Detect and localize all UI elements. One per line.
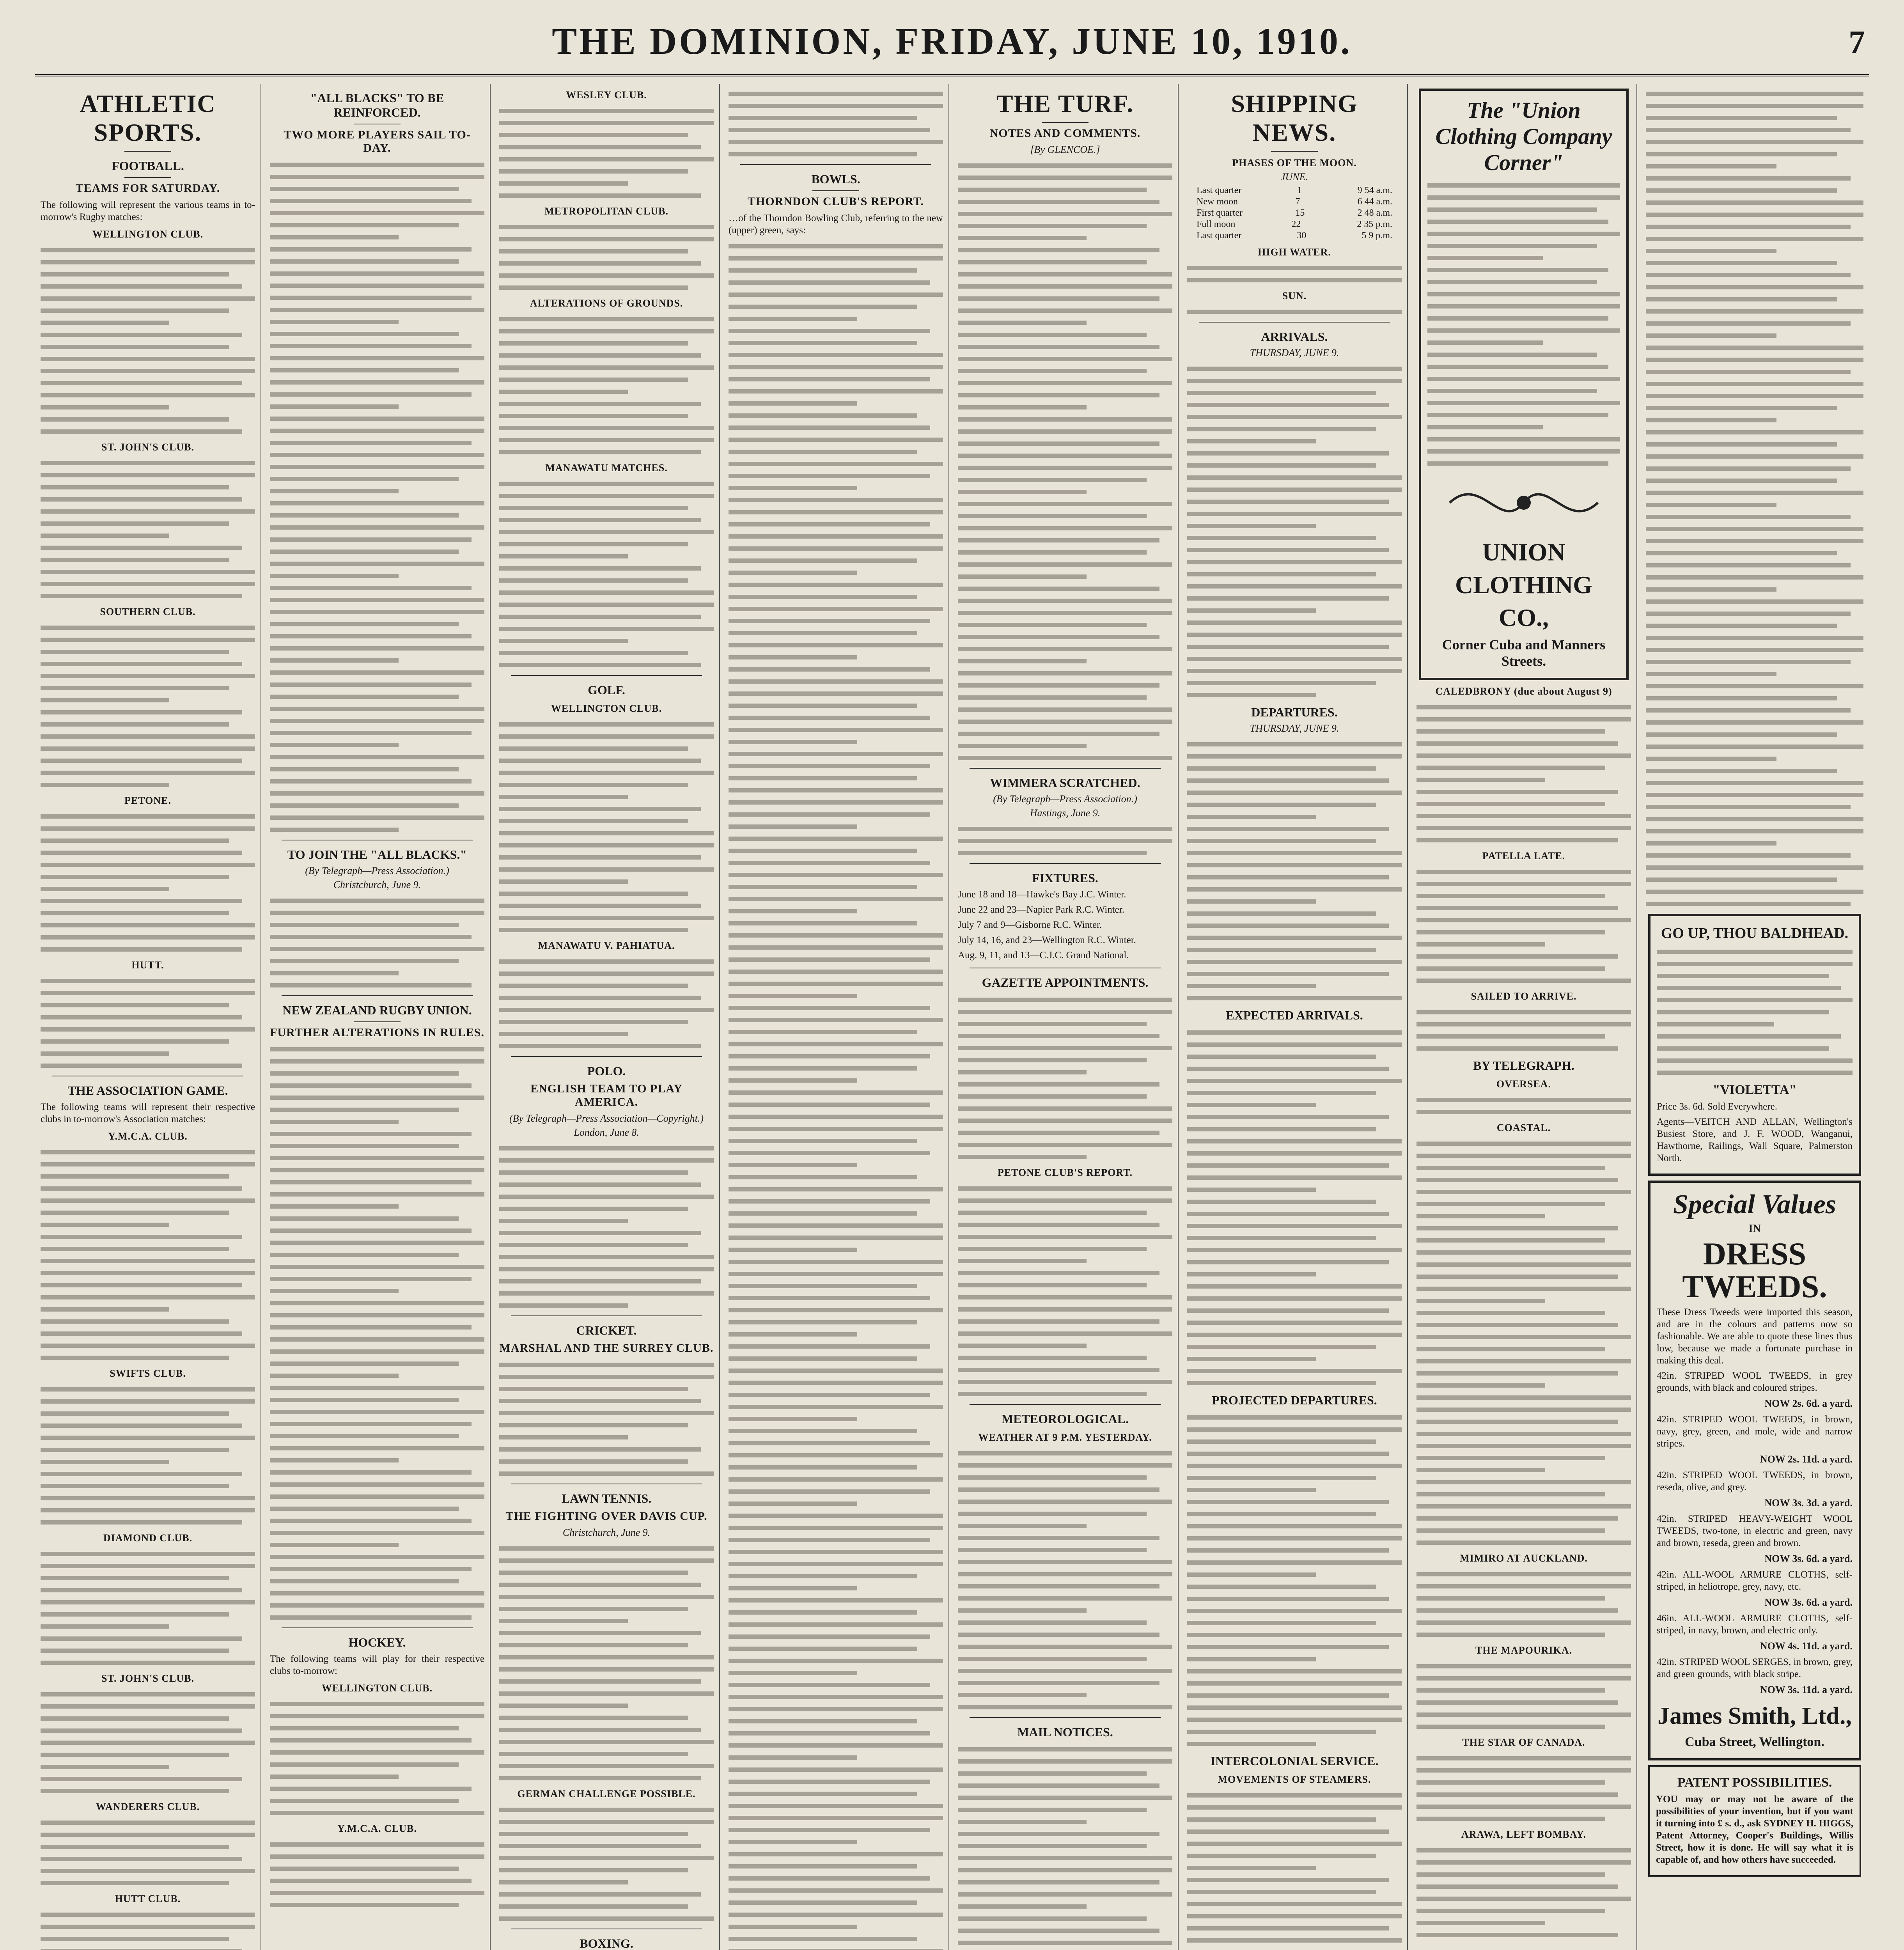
german-challenge-heading: GERMAN CHALLENGE POSSIBLE. xyxy=(517,1788,696,1799)
tweed-item: 42in. STRIPED WOOL TWEEDS, in brown, reseda, olive, and grey. xyxy=(1657,1470,1853,1493)
james-smith-address: Cuba Street, Wellington. xyxy=(1685,1735,1824,1749)
section-title: ATHLETIC SPORTS. xyxy=(80,90,216,146)
coastal-heading: COASTAL. xyxy=(1496,1122,1551,1133)
teams-intro: The following will represent the various teams in to-morrow's Rugby matches: xyxy=(41,200,255,222)
polo-place: London, June 8. xyxy=(574,1127,639,1138)
article-text xyxy=(1416,1142,1631,1545)
article-text xyxy=(958,998,1172,1159)
star-of-canada-heading: THE STAR OF CANADA. xyxy=(1462,1737,1585,1748)
tweed-price: NOW 3s. 6d. a yard. xyxy=(1764,1597,1853,1608)
article-text xyxy=(41,248,255,434)
hockey-intro: The following teams will play for their respective clubs to-morrow: xyxy=(270,1654,484,1676)
article-text xyxy=(958,827,1172,855)
rugby-union-heading: NEW ZEALAND RUGBY UNION. xyxy=(282,1003,472,1017)
article-text xyxy=(729,92,943,156)
article-text xyxy=(1416,705,1631,842)
meteorological-heading: METEOROLOGICAL. xyxy=(1001,1412,1129,1426)
mimiro-heading: MIMIRO AT AUCKLAND. xyxy=(1460,1553,1588,1564)
calendar-heading: CALEDBRONY (due about August 9) xyxy=(1435,686,1612,697)
column-union-clothing xyxy=(1411,84,1637,1950)
divider xyxy=(970,1404,1161,1405)
baldhead-ad xyxy=(1648,914,1861,1176)
article-text xyxy=(1416,1010,1631,1051)
article-text xyxy=(729,244,943,1950)
article-text xyxy=(958,1747,1172,1950)
fixture-item: June 18 and 18—Hawke's Bay J.C. Winter. xyxy=(958,889,1126,900)
moon-row: Last quarter 30 5 9 p.m. xyxy=(1197,230,1392,241)
club-heading: WANDERERS CLUB. xyxy=(96,1801,200,1812)
union-clothing-address: Corner Cuba and Manners Streets. xyxy=(1442,637,1606,669)
club-heading: METROPOLITAN CLUB. xyxy=(544,206,668,217)
article-text xyxy=(499,1363,714,1476)
all-blacks-heading: "ALL BLACKS" TO BE REINFORCED. xyxy=(310,91,444,119)
article-text xyxy=(499,722,714,932)
mail-heading: MAIL NOTICES. xyxy=(1017,1725,1113,1739)
divider xyxy=(740,164,931,165)
patent-text: YOU may or may not be aware of the possibilities of your invention, but if you want it turning into £ s. d., ask SYDNEY H. HIGGS, Patent Attorney, Cooper's Buildings, Willis Street, how it is done. He will say what it is capable of, and how others have succeeded. xyxy=(1656,1794,1853,1865)
divider xyxy=(1271,151,1318,152)
dress-tweeds-ad xyxy=(1648,1181,1861,1760)
divider xyxy=(511,1056,702,1057)
club-heading: SOUTHERN CLUB. xyxy=(100,606,196,617)
tweed-item: 42in. ALL-WOOL ARMURE CLOTHS, self-striped, in heliotrope, grey, navy, etc. xyxy=(1657,1569,1853,1592)
violetta-price: Price 3s. 6d. Sold Everywhere. xyxy=(1657,1101,1777,1112)
divider xyxy=(812,190,859,191)
article-text xyxy=(499,317,714,454)
page-number: 7 xyxy=(1849,24,1865,60)
club-heading: WELLINGTON CLUB. xyxy=(321,1682,433,1694)
column-athletic xyxy=(35,84,261,1950)
baldhead-heading: GO UP, THOU BALDHEAD. xyxy=(1661,925,1849,941)
join-sub: (By Telegraph—Press Association.) xyxy=(305,865,449,876)
hockey-heading: HOCKEY. xyxy=(348,1635,406,1649)
article-text xyxy=(1187,1030,1402,1385)
high-water-heading: HIGH WATER. xyxy=(1258,246,1331,258)
club-heading: DIAMOND CLUB. xyxy=(103,1532,193,1544)
teams-heading: TEAMS FOR SATURDAY. xyxy=(75,182,220,195)
article-text xyxy=(499,225,714,290)
wimmera-sub: (By Telegraph—Press Association.) xyxy=(993,793,1137,805)
masthead xyxy=(35,16,1869,76)
article-text xyxy=(499,482,714,667)
dress-tweeds-heading: DRESS TWEEDS. xyxy=(1682,1236,1827,1304)
moon-phases-heading: PHASES OF THE MOON. xyxy=(1232,157,1357,168)
tweed-item: 42in. STRIPED WOOL TWEEDS, in brown, navy, grey, green, and mole, wide and narrow stripes. xyxy=(1657,1414,1853,1449)
football-heading: FOOTBALL. xyxy=(112,159,184,173)
tweed-price: NOW 4s. 11d. a yard. xyxy=(1760,1640,1853,1652)
turf-sub: NOTES AND COMMENTS. xyxy=(989,127,1141,140)
ad-text xyxy=(1657,950,1853,1075)
article-text xyxy=(1187,310,1402,314)
weather-heading: WEATHER AT 9 P.M. YESTERDAY. xyxy=(978,1432,1152,1443)
departures-date: THURSDAY, JUNE 9. xyxy=(1250,723,1339,734)
manawatu-heading: MANAWATU MATCHES. xyxy=(545,462,668,473)
club-heading: WELLINGTON CLUB. xyxy=(92,229,204,240)
article-text xyxy=(41,461,255,598)
article-text xyxy=(270,1702,484,1815)
article-text xyxy=(41,626,255,787)
tweeds-intro: These Dress Tweeds were imported this season, and are in the colours and patterns now so fashionable. We are able to quote these lines thus low, because we made a fortunate purchase in making this deal. xyxy=(1657,1307,1853,1366)
sailed-heading: SAILED TO ARRIVE. xyxy=(1471,991,1577,1002)
in-label: IN xyxy=(1748,1223,1761,1235)
article-text xyxy=(1187,1415,1402,1746)
article-text xyxy=(1416,1664,1631,1729)
mapourika-heading: THE MAPOURIKA. xyxy=(1475,1645,1572,1656)
shipping-title: SHIPPING NEWS. xyxy=(1231,90,1358,146)
union-clothing-company: UNION CLOTHING CO., xyxy=(1455,538,1593,631)
club-heading: WESLEY CLUB. xyxy=(566,89,647,101)
article-text xyxy=(270,1842,484,1907)
article-text xyxy=(41,1913,255,1950)
article-text xyxy=(958,1186,1172,1396)
patent-heading: PATENT POSSIBILITIES. xyxy=(1677,1775,1832,1790)
divider xyxy=(1042,122,1089,123)
article-text xyxy=(958,1451,1172,1709)
ornament xyxy=(1427,473,1620,536)
turf-byline: [By GLENCOE.] xyxy=(1030,144,1100,155)
divider xyxy=(282,1627,473,1628)
moon-row: First quarter 15 2 48 a.m. xyxy=(1197,208,1392,218)
wimmera-place: Hastings, June 9. xyxy=(1030,807,1101,819)
divider xyxy=(124,177,171,178)
tweed-item: 42in. STRIPED HEAVY-WEIGHT WOOL TWEEDS, two-tone, in electric and green, navy and brown, reseda, green and brown. xyxy=(1657,1514,1853,1548)
divider xyxy=(1199,322,1390,323)
article-text xyxy=(1646,92,1863,906)
article-text xyxy=(499,1546,714,1780)
article-text xyxy=(1416,1756,1631,1821)
polo-sub: ENGLISH TEAM TO PLAY AMERICA. xyxy=(530,1082,683,1108)
tweed-price: NOW 3s. 6d. a yard. xyxy=(1764,1553,1853,1564)
fixture-item: July 7 and 9—Gisborne R.C. Winter. xyxy=(958,920,1102,930)
boxing-heading: BOXING. xyxy=(580,1936,633,1950)
association-heading: THE ASSOCIATION GAME. xyxy=(67,1083,228,1097)
club-heading: Y.M.C.A. CLUB. xyxy=(108,1131,188,1142)
article-text xyxy=(41,1692,255,1793)
club-heading: HUTT CLUB. xyxy=(115,1893,181,1904)
ad-text xyxy=(1427,183,1620,466)
gazette-heading: GAZETTE APPOINTMENTS. xyxy=(982,975,1149,989)
movements-heading: MOVEMENTS OF STEAMERS. xyxy=(1218,1774,1371,1785)
cricket-sub: MARSHAL AND THE SURREY CLUB. xyxy=(499,1342,714,1354)
divider xyxy=(511,1315,702,1316)
turf-title: THE TURF. xyxy=(996,90,1134,117)
divider xyxy=(511,675,702,676)
bowls-sub: THORNDON CLUB'S REPORT. xyxy=(747,195,924,208)
tweed-item: 42in. STRIPED WOOL TWEEDS, in grey grounds, with black and coloured stripes. xyxy=(1657,1370,1853,1393)
polo-heading: POLO. xyxy=(587,1064,626,1078)
columns xyxy=(35,84,1869,1950)
divider xyxy=(970,1717,1161,1718)
article-text xyxy=(41,1552,255,1665)
fixture-item: Aug. 9, 11, and 13—C.J.C. Grand National. xyxy=(958,950,1129,961)
arawa-heading: ARAWA, LEFT BOMBAY. xyxy=(1461,1829,1586,1840)
article-text xyxy=(270,1047,484,1620)
intercolonial-heading: INTERCOLONIAL SERVICE. xyxy=(1210,1754,1379,1768)
james-smith-name: James Smith, Ltd., xyxy=(1658,1703,1852,1729)
cricket-heading: CRICKET. xyxy=(576,1323,637,1337)
club-heading: WELLINGTON CLUB. xyxy=(551,703,662,714)
violetta-agents: Agents—VEITCH AND ALLAN, Wellington's Busiest Store, and J. F. WOOD, Wanganui, Hawthorne, Railings, Wall Square, Palmerston North. xyxy=(1657,1117,1853,1163)
article-text xyxy=(270,163,484,832)
expected-arrivals-heading: EXPECTED ARRIVALS. xyxy=(1226,1008,1363,1022)
patent-ad xyxy=(1648,1765,1861,1877)
moon-row: Last quarter 1 9 54 a.m. xyxy=(1197,185,1392,195)
column-turf xyxy=(952,84,1179,1950)
tennis-heading: LAWN TENNIS. xyxy=(561,1491,652,1505)
moon-row: New moon 7 6 44 a.m. xyxy=(1197,197,1392,207)
tweed-item: 42in. STRIPED WOOL SERGES, in brown, grey, and green grounds, with black stripe. xyxy=(1657,1657,1853,1679)
join-all-blacks-heading: TO JOIN THE "ALL BLACKS." xyxy=(287,847,467,862)
tennis-sub: THE FIGHTING OVER DAVIS CUP. xyxy=(505,1510,707,1523)
column-shipping xyxy=(1182,84,1408,1950)
fixtures-heading: FIXTURES. xyxy=(1032,871,1098,885)
article-text xyxy=(41,1150,255,1360)
wimmera-heading: WIMMERA SCRATCHED. xyxy=(990,776,1140,790)
article-text xyxy=(499,109,714,198)
petone-heading: PETONE CLUB'S REPORT. xyxy=(997,1167,1133,1178)
column-ads xyxy=(1640,84,1869,1950)
grounds-heading: ALTERATIONS OF GROUNDS. xyxy=(530,298,683,309)
divider xyxy=(282,995,473,996)
column-sports-2 xyxy=(494,84,720,1950)
tweed-price: NOW 2s. 11d. a yard. xyxy=(1760,1454,1853,1465)
projected-departures-heading: PROJECTED DEPARTURES. xyxy=(1212,1393,1377,1407)
article-text xyxy=(270,899,484,987)
club-heading: ST. JOHN'S CLUB. xyxy=(101,441,194,453)
club-heading: ST. JOHN'S CLUB. xyxy=(101,1673,194,1684)
arrivals-heading: ARRIVALS. xyxy=(1261,330,1328,344)
club-heading: SWIFTS CLUB. xyxy=(110,1368,186,1379)
union-clothing-headline: The "Union Clothing Company Corner" xyxy=(1435,98,1612,175)
column-all-blacks xyxy=(264,84,491,1950)
special-values-heading: Special Values xyxy=(1673,1190,1837,1220)
fixture-item: June 22 and 23—Napier Park R.C. Winter. xyxy=(958,904,1124,915)
sun-heading: SUN. xyxy=(1282,290,1307,301)
article-text xyxy=(499,1146,714,1308)
oversea-heading: OVERSEA. xyxy=(1496,1078,1551,1090)
article-text xyxy=(958,163,1172,760)
union-clothing-ad xyxy=(1419,89,1629,680)
article-text xyxy=(1416,1572,1631,1637)
article-text xyxy=(1416,870,1631,983)
article-text xyxy=(41,1821,255,1885)
join-place: Christchurch, June 9. xyxy=(333,879,421,890)
article-text xyxy=(1187,742,1402,1000)
club-heading: HUTT. xyxy=(131,959,164,971)
manawatu-pahiatua-heading: MANAWATU V. PAHIATUA. xyxy=(538,940,675,951)
article-text xyxy=(1416,1098,1631,1114)
newspaper-title: THE DOMINION, FRIDAY, JUNE 10, 1910. xyxy=(552,20,1352,62)
article-text xyxy=(41,979,255,1068)
decorative-flourish-icon xyxy=(1442,473,1606,532)
all-blacks-sub: TWO MORE PLAYERS SAIL TO-DAY. xyxy=(284,128,471,154)
tweed-price: NOW 3s. 11d. a yard. xyxy=(1760,1684,1853,1695)
bowls-lead: …of the Thorndon Bowling Club, referring to the new (upper) green, says: xyxy=(729,213,943,236)
moon-row: Full moon 22 2 35 p.m. xyxy=(1197,219,1392,229)
tweed-item: 46in. ALL-WOOL ARMURE CLOTHS, self-striped, in navy, brown, and electric only. xyxy=(1657,1613,1853,1636)
article-text xyxy=(1187,266,1402,282)
column-bowls xyxy=(723,84,949,1950)
fixture-item: July 14, 16, and 23—Wellington R.C. Winter. xyxy=(958,935,1136,945)
divider xyxy=(970,863,1161,864)
tweed-price: NOW 2s. 6d. a yard. xyxy=(1764,1398,1853,1409)
moon-month: JUNE. xyxy=(1280,171,1308,183)
article-text xyxy=(41,1387,255,1525)
rugby-union-sub: FURTHER ALTERATIONS IN RULES. xyxy=(270,1026,484,1039)
golf-heading: GOLF. xyxy=(588,683,625,697)
article-text xyxy=(1416,1848,1631,1937)
arrivals-date: THURSDAY, JUNE 9. xyxy=(1250,347,1339,358)
article-text xyxy=(1187,1793,1402,1950)
patella-heading: PATELLA LATE. xyxy=(1482,850,1565,862)
bowls-heading: BOWLS. xyxy=(811,172,860,186)
divider xyxy=(354,1021,401,1022)
tennis-place: Christchurch, June 9. xyxy=(562,1527,651,1538)
divider xyxy=(970,768,1161,769)
telegraph-heading: BY TELEGRAPH. xyxy=(1473,1058,1574,1072)
club-heading: Y.M.C.A. CLUB. xyxy=(337,1823,417,1834)
article-text xyxy=(41,814,255,952)
club-heading: PETONE. xyxy=(124,795,171,806)
departures-heading: DEPARTURES. xyxy=(1251,705,1338,719)
article-text xyxy=(499,959,714,1048)
article-text xyxy=(1187,367,1402,697)
polo-source: (By Telegraph—Press Association—Copyright.) xyxy=(509,1113,704,1124)
tweed-price: NOW 3s. 3d. a yard. xyxy=(1764,1497,1853,1509)
association-intro: The following teams will represent their respective clubs in to-morrow's Association matches: xyxy=(41,1102,255,1124)
article-text xyxy=(499,1808,714,1921)
divider xyxy=(124,151,171,152)
violetta-name: "VIOLETTA" xyxy=(1713,1083,1797,1097)
